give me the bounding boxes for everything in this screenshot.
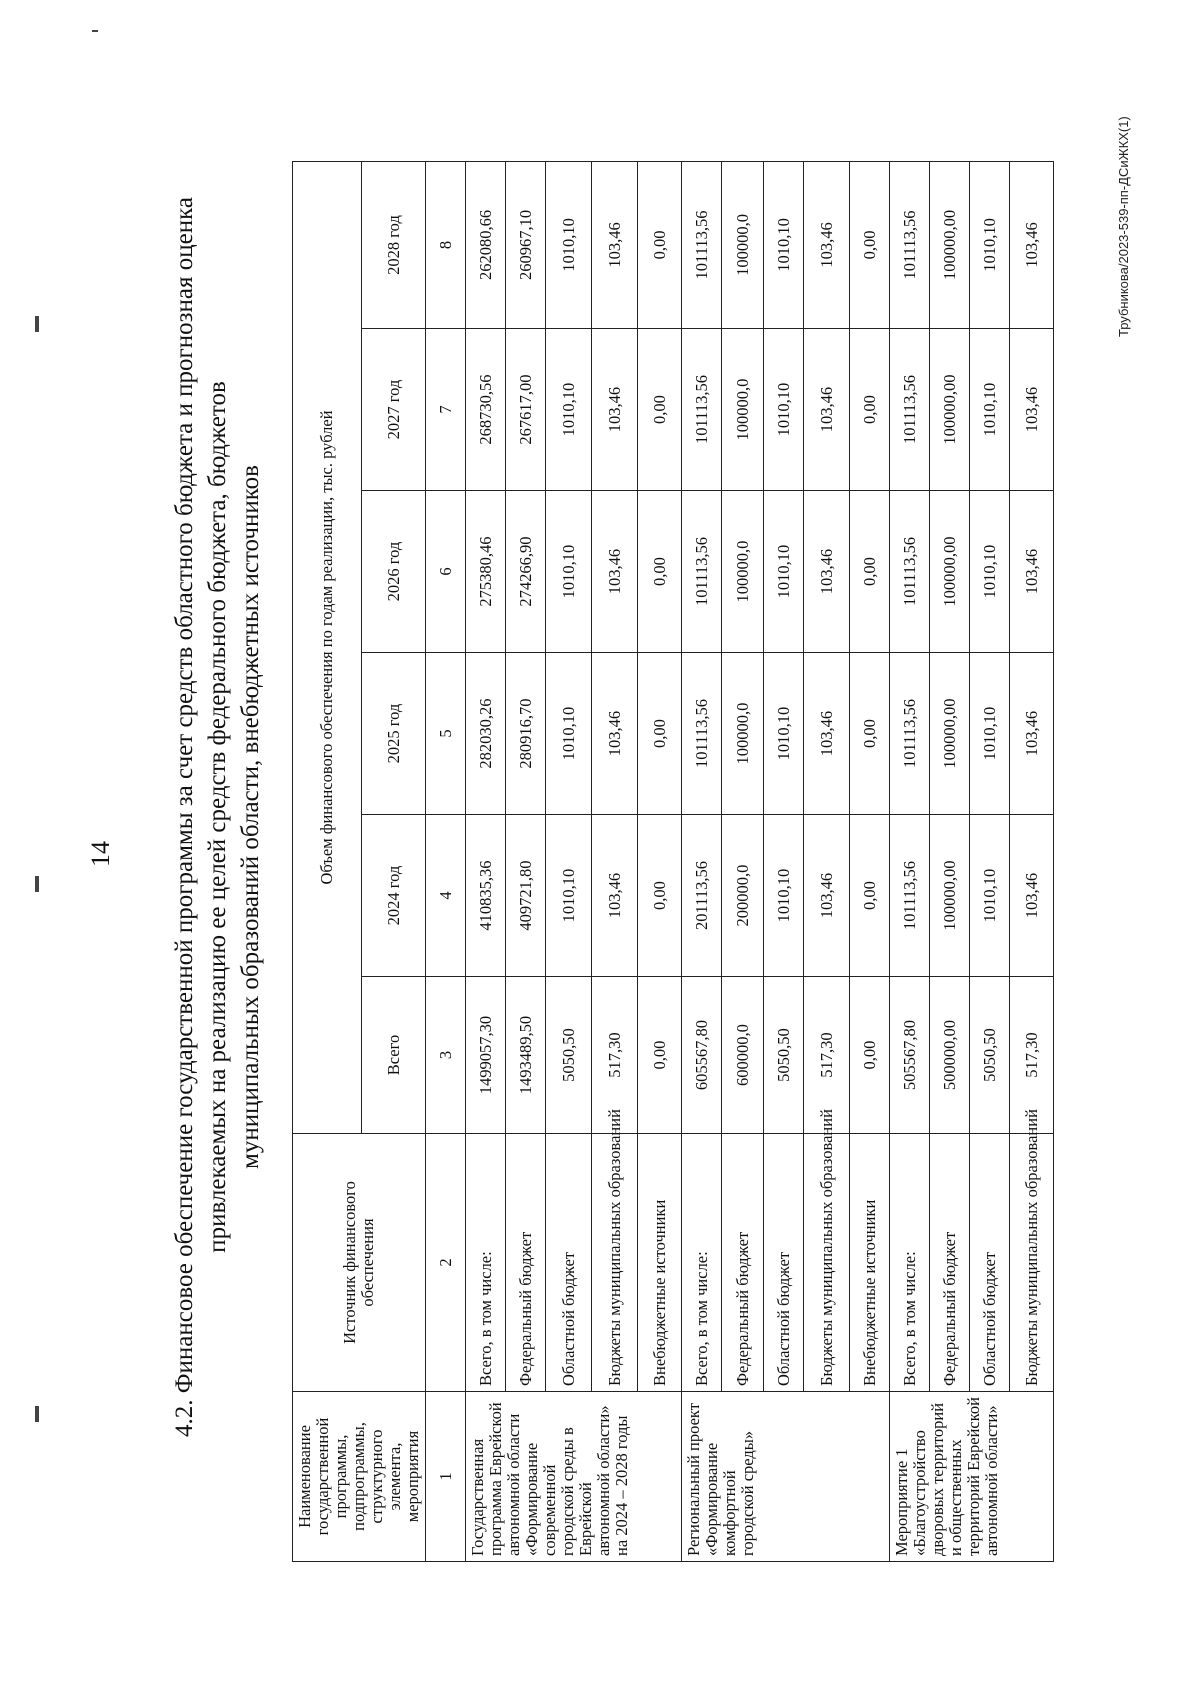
activity-name: Мероприятие 1 «Благоустройство дворовых территорий и общественных территорий Еврейской автономной области» — [890, 1392, 1054, 1562]
value-cell: 1010,10 — [970, 653, 1010, 815]
table-row — [466, 161, 506, 1561]
value-cell: 103,46 — [592, 815, 638, 977]
table-row — [722, 161, 764, 1561]
value-cell: 103,46 — [804, 653, 850, 815]
value-cell: 409721,80 — [506, 815, 546, 977]
source-label: Бюджеты муниципальных образований — [1010, 1134, 1054, 1392]
header-name: Наименование государственной программы, подпрограммы, структурного элемента, мероприятия — [293, 1392, 426, 1562]
title-line: привлекаемых на реализацию ее целей средств федерального бюджета, бюджетов — [204, 381, 231, 1253]
value-cell: 517,30 — [804, 977, 850, 1134]
header-year-2028: 2028 год — [362, 161, 426, 328]
value-cell: 0,00 — [850, 491, 890, 653]
value-cell: 0,00 — [850, 161, 890, 328]
value-cell: 103,46 — [592, 161, 638, 328]
value-cell: 103,46 — [1010, 329, 1054, 491]
column-index: 7 — [426, 329, 466, 491]
value-cell: 262080,66 — [466, 161, 506, 328]
value-cell: 100000,00 — [930, 815, 970, 977]
value-cell: 1010,10 — [970, 815, 1010, 977]
value-cell: 1010,10 — [764, 815, 804, 977]
value-cell: 100000,00 — [930, 329, 970, 491]
source-label: Федеральный бюджет — [930, 1134, 970, 1392]
value-cell: 282030,26 — [466, 653, 506, 815]
table-row — [592, 161, 638, 1561]
value-cell: 101113,56 — [682, 653, 722, 815]
column-index: 4 — [426, 815, 466, 977]
header-year-2024: 2024 год — [362, 815, 426, 977]
header-year-2025: 2025 год — [362, 653, 426, 815]
value-cell: 1010,10 — [970, 491, 1010, 653]
value-cell: 101113,56 — [682, 491, 722, 653]
value-cell: 103,46 — [804, 329, 850, 491]
source-label: Областной бюджет — [546, 1134, 592, 1392]
value-cell: 200000,0 — [722, 815, 764, 977]
value-cell: 0,00 — [850, 329, 890, 491]
value-cell: 0,00 — [638, 815, 682, 977]
financing-table — [292, 161, 1054, 1562]
value-cell: 101113,56 — [682, 161, 722, 328]
value-cell: 517,30 — [1010, 977, 1054, 1134]
value-cell: 5050,50 — [764, 977, 804, 1134]
value-cell: 275380,46 — [466, 491, 506, 653]
header-year-2026: 2026 год — [362, 491, 426, 653]
source-label: Всего, в том числе: — [890, 1134, 930, 1392]
source-label: Всего, в том числе: — [466, 1134, 506, 1392]
value-cell: 0,00 — [638, 977, 682, 1134]
value-cell: 505567,80 — [890, 977, 930, 1134]
header-year-2027: 2027 год — [362, 329, 426, 491]
value-cell: 517,30 — [592, 977, 638, 1134]
value-cell: 103,46 — [1010, 161, 1054, 328]
value-cell: 103,46 — [1010, 815, 1054, 977]
column-index: 8 — [426, 161, 466, 328]
value-cell: 101113,56 — [890, 815, 930, 977]
table-row — [804, 161, 850, 1561]
document-footer: Трубникова/2023-539-пп-ДСиЖКХ(1) — [1116, 116, 1131, 337]
value-cell: 201113,56 — [682, 815, 722, 977]
source-label: Внебюджетные источники — [638, 1134, 682, 1392]
value-cell: 5050,50 — [546, 977, 592, 1134]
value-cell: 1010,10 — [546, 329, 592, 491]
column-index: 3 — [426, 977, 466, 1134]
source-label: Внебюджетные источники — [850, 1134, 890, 1392]
header-year-total: Всего — [362, 977, 426, 1134]
value-cell: 0,00 — [850, 815, 890, 977]
source-label: Федеральный бюджет — [506, 1134, 546, 1392]
value-cell: 0,00 — [638, 329, 682, 491]
scan-speck — [92, 30, 98, 32]
page-number: 14 — [86, 841, 115, 867]
project-name: Региональный проект «Формирование комфортной городской среды» — [682, 1392, 890, 1562]
program-name: Государственная программа Еврейской автономной области «Формирование современной городской среды в Еврейской автономной области» на 2024 – 2028 годы — [466, 1392, 682, 1562]
value-cell: 103,46 — [592, 329, 638, 491]
section-title — [168, 117, 267, 1517]
value-cell: 103,46 — [1010, 653, 1054, 815]
header-source: Источник финансового обеспечения — [293, 1134, 426, 1392]
value-cell: 0,00 — [850, 977, 890, 1134]
header-volume: Объем финансового обеспечения по годам реализации, тыс. рублей — [293, 161, 362, 1133]
column-index: 6 — [426, 491, 466, 653]
value-cell: 101113,56 — [890, 653, 930, 815]
table-row — [890, 161, 930, 1561]
value-cell: 410835,36 — [466, 815, 506, 977]
source-label: Федеральный бюджет — [722, 1134, 764, 1392]
value-cell: 1010,10 — [764, 653, 804, 815]
value-cell: 101113,56 — [890, 161, 930, 328]
column-index: 2 — [426, 1134, 466, 1392]
value-cell: 605567,80 — [682, 977, 722, 1134]
value-cell: 1010,10 — [546, 653, 592, 815]
source-label: Областной бюджет — [970, 1134, 1010, 1392]
value-cell: 103,46 — [804, 161, 850, 328]
value-cell: 1010,10 — [546, 161, 592, 328]
source-label: Бюджеты муниципальных образований — [804, 1134, 850, 1392]
value-cell: 600000,0 — [722, 977, 764, 1134]
value-cell: 103,46 — [804, 815, 850, 977]
value-cell: 0,00 — [638, 161, 682, 328]
value-cell: 500000,00 — [930, 977, 970, 1134]
value-cell: 103,46 — [592, 653, 638, 815]
source-label: Областной бюджет — [764, 1134, 804, 1392]
scan-speck — [35, 1406, 39, 1422]
value-cell: 100000,00 — [930, 491, 970, 653]
value-cell: 5050,50 — [970, 977, 1010, 1134]
value-cell: 101113,56 — [890, 329, 930, 491]
value-cell: 100000,0 — [722, 329, 764, 491]
title-line: 4.2. Финансовое обеспечение государственной программы за счет средств областного бюджета и прогнозная оценка — [171, 197, 198, 1437]
title-line: муниципальных образований области, внебюджетных источников — [237, 465, 264, 1169]
table-row — [506, 161, 546, 1561]
value-cell: 100000,00 — [930, 161, 970, 328]
value-cell: 0,00 — [638, 653, 682, 815]
column-index: 5 — [426, 653, 466, 815]
table-row — [682, 161, 722, 1561]
value-cell: 103,46 — [1010, 491, 1054, 653]
value-cell: 274266,90 — [506, 491, 546, 653]
value-cell: 100000,0 — [722, 653, 764, 815]
value-cell: 260967,10 — [506, 161, 546, 328]
table-row — [850, 161, 890, 1561]
column-index: 1 — [426, 1392, 466, 1562]
table-row — [970, 161, 1010, 1561]
table-row — [764, 161, 804, 1561]
value-cell: 1010,10 — [546, 491, 592, 653]
value-cell: 267617,00 — [506, 329, 546, 491]
value-cell: 101113,56 — [682, 329, 722, 491]
value-cell: 100000,0 — [722, 491, 764, 653]
value-cell: 1010,10 — [970, 161, 1010, 328]
value-cell: 103,46 — [804, 491, 850, 653]
source-label: Всего, в том числе: — [682, 1134, 722, 1392]
value-cell: 100000,0 — [722, 161, 764, 328]
value-cell: 1499057,30 — [466, 977, 506, 1134]
value-cell: 1493489,50 — [506, 977, 546, 1134]
scan-speck — [35, 316, 39, 332]
value-cell: 1010,10 — [546, 815, 592, 977]
table-row — [546, 161, 592, 1561]
value-cell: 101113,56 — [890, 491, 930, 653]
table-row — [1010, 161, 1054, 1561]
value-cell: 280916,70 — [506, 653, 546, 815]
value-cell: 103,46 — [592, 491, 638, 653]
value-cell: 1010,10 — [764, 329, 804, 491]
table-row — [930, 161, 970, 1561]
value-cell: 100000,00 — [930, 653, 970, 815]
value-cell: 1010,10 — [970, 329, 1010, 491]
value-cell: 0,00 — [638, 491, 682, 653]
source-label: Бюджеты муниципальных образований — [592, 1134, 638, 1392]
value-cell: 1010,10 — [764, 161, 804, 328]
value-cell: 1010,10 — [764, 491, 804, 653]
scan-speck — [35, 876, 39, 892]
table-row — [638, 161, 682, 1561]
value-cell: 268730,56 — [466, 329, 506, 491]
value-cell: 0,00 — [850, 653, 890, 815]
